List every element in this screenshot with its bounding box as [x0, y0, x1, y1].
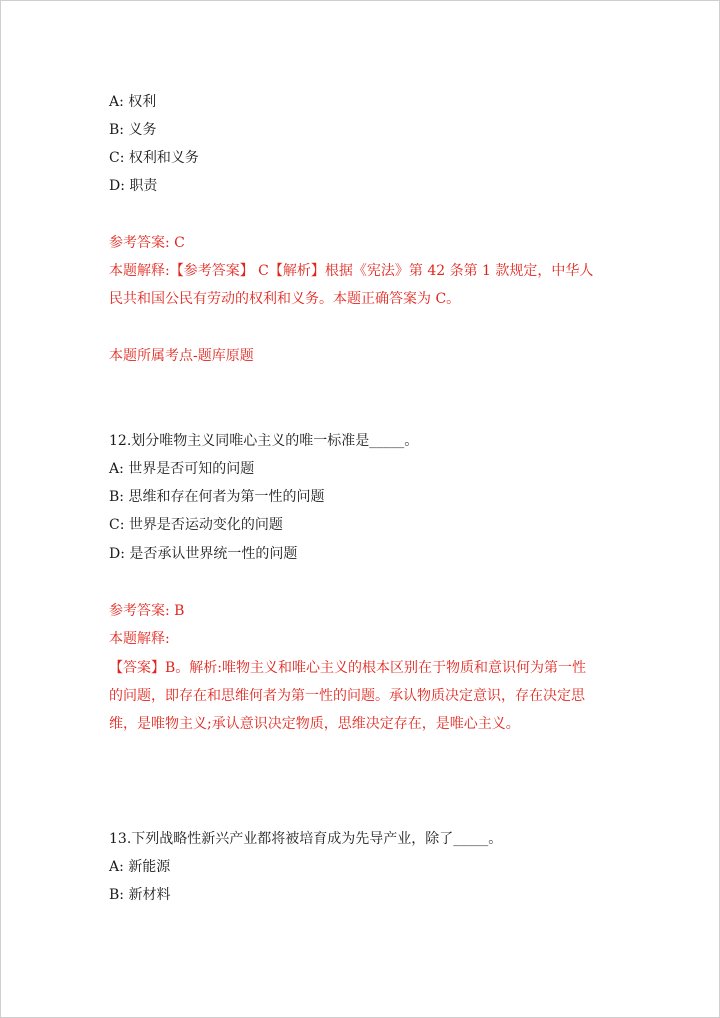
q11-explanation-line-1: 本题解释:【参考答案】 C【解析】根据《宪法》第 42 条第 1 款规定，中华人	[109, 263, 594, 279]
q12-option-a: A: 世界是否可知的问题	[109, 461, 255, 477]
q12-explanation-line-1: 【答案】B。解析:唯物主义和唯心主义的根本区别在于物质和意识何为第一性	[109, 660, 587, 676]
q11-option-d: D: 职责	[109, 178, 158, 194]
q12-option-c: C: 世界是否运动变化的问题	[109, 517, 283, 533]
q13-stem: 13.下列战略性新兴产业都将被培育成为先导产业，除了_____。	[109, 831, 503, 847]
q11-explanation-line-2: 民共和国公民有劳动的权利和义务。本题正确答案为 C。	[109, 291, 461, 307]
q12-stem: 12.划分唯物主义同唯心主义的唯一标准是_____。	[109, 433, 419, 449]
q12-explanation-label: 本题解释:	[109, 631, 170, 647]
q11-answer: 参考答案: C	[109, 235, 185, 251]
q12-explanation-line-3: 维，是唯物主义;承认意识决定物质，思维决定存在，是唯心主义。	[109, 716, 520, 732]
q13-option-a: A: 新能源	[109, 859, 171, 875]
q12-option-d: D: 是否承认世界统一性的问题	[109, 546, 298, 562]
q13-option-b: B: 新材料	[109, 887, 171, 903]
q11-option-c: C: 权利和义务	[109, 150, 199, 166]
q12-answer: 参考答案: B	[109, 603, 185, 619]
q11-option-b: B: 义务	[109, 122, 157, 138]
q11-option-a: A: 权利	[109, 94, 157, 110]
q11-source: 本题所属考点-题库原题	[109, 348, 254, 364]
q12-explanation-line-2: 的问题，即存在和思维何者为第一性的问题。承认物质决定意识，存在决定思	[109, 688, 585, 704]
q12-option-b: B: 思维和存在何者为第一性的问题	[109, 489, 325, 505]
